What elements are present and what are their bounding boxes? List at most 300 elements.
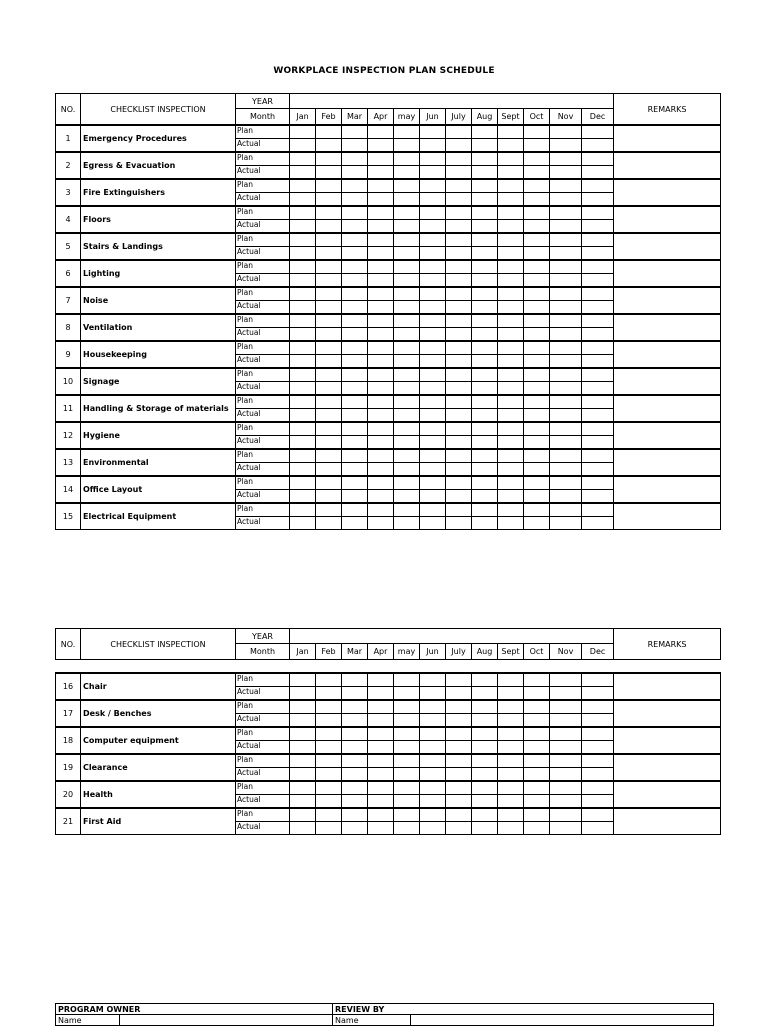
plan-cell[interactable] — [368, 179, 394, 193]
actual-cell[interactable] — [342, 166, 368, 180]
actual-cell[interactable] — [472, 795, 498, 809]
remarks-cell[interactable] — [614, 781, 721, 808]
plan-cell[interactable] — [420, 125, 446, 139]
plan-cell[interactable] — [498, 152, 524, 166]
plan-cell[interactable] — [498, 422, 524, 436]
actual-cell[interactable] — [342, 687, 368, 701]
plan-cell[interactable] — [550, 368, 582, 382]
plan-cell[interactable] — [472, 233, 498, 247]
actual-cell[interactable] — [472, 220, 498, 234]
plan-cell[interactable] — [290, 781, 316, 795]
remarks-cell[interactable] — [614, 727, 721, 754]
actual-cell[interactable] — [290, 463, 316, 477]
plan-cell[interactable] — [582, 287, 614, 301]
actual-cell[interactable] — [550, 247, 582, 261]
plan-cell[interactable] — [394, 125, 420, 139]
plan-cell[interactable] — [524, 395, 550, 409]
plan-cell[interactable] — [472, 449, 498, 463]
actual-cell[interactable] — [472, 301, 498, 315]
plan-cell[interactable] — [472, 673, 498, 687]
plan-cell[interactable] — [550, 206, 582, 220]
actual-cell[interactable] — [394, 436, 420, 450]
actual-cell[interactable] — [472, 355, 498, 369]
actual-cell[interactable] — [498, 193, 524, 207]
plan-cell[interactable] — [498, 395, 524, 409]
actual-cell[interactable] — [342, 490, 368, 504]
plan-cell[interactable] — [582, 125, 614, 139]
remarks-cell[interactable] — [614, 314, 721, 341]
actual-cell[interactable] — [394, 274, 420, 288]
actual-cell[interactable] — [420, 409, 446, 423]
plan-cell[interactable] — [290, 673, 316, 687]
actual-cell[interactable] — [582, 328, 614, 342]
remarks-cell[interactable] — [614, 503, 721, 530]
plan-cell[interactable] — [368, 781, 394, 795]
plan-cell[interactable] — [316, 808, 342, 822]
plan-cell[interactable] — [368, 395, 394, 409]
actual-cell[interactable] — [368, 355, 394, 369]
actual-cell[interactable] — [550, 795, 582, 809]
actual-cell[interactable] — [394, 166, 420, 180]
plan-cell[interactable] — [394, 700, 420, 714]
plan-cell[interactable] — [368, 152, 394, 166]
plan-cell[interactable] — [550, 233, 582, 247]
plan-cell[interactable] — [420, 233, 446, 247]
plan-cell[interactable] — [472, 808, 498, 822]
actual-cell[interactable] — [342, 301, 368, 315]
plan-cell[interactable] — [394, 260, 420, 274]
plan-cell[interactable] — [316, 503, 342, 517]
actual-cell[interactable] — [550, 741, 582, 755]
remarks-cell[interactable] — [614, 449, 721, 476]
plan-cell[interactable] — [420, 808, 446, 822]
actual-cell[interactable] — [446, 463, 472, 477]
actual-cell[interactable] — [316, 193, 342, 207]
actual-cell[interactable] — [582, 822, 614, 835]
actual-cell[interactable] — [368, 714, 394, 728]
actual-cell[interactable] — [472, 436, 498, 450]
plan-cell[interactable] — [394, 206, 420, 220]
actual-cell[interactable] — [316, 687, 342, 701]
actual-cell[interactable] — [550, 301, 582, 315]
actual-cell[interactable] — [290, 409, 316, 423]
actual-cell[interactable] — [290, 768, 316, 782]
plan-cell[interactable] — [472, 754, 498, 768]
plan-cell[interactable] — [446, 314, 472, 328]
actual-cell[interactable] — [394, 220, 420, 234]
plan-cell[interactable] — [446, 260, 472, 274]
actual-cell[interactable] — [524, 687, 550, 701]
actual-cell[interactable] — [420, 687, 446, 701]
plan-cell[interactable] — [446, 206, 472, 220]
plan-cell[interactable] — [342, 700, 368, 714]
actual-cell[interactable] — [342, 517, 368, 530]
plan-cell[interactable] — [394, 808, 420, 822]
actual-cell[interactable] — [550, 517, 582, 530]
plan-cell[interactable] — [394, 233, 420, 247]
actual-cell[interactable] — [368, 795, 394, 809]
plan-cell[interactable] — [550, 781, 582, 795]
plan-cell[interactable] — [472, 152, 498, 166]
actual-cell[interactable] — [582, 274, 614, 288]
actual-cell[interactable] — [420, 247, 446, 261]
plan-cell[interactable] — [524, 287, 550, 301]
plan-cell[interactable] — [472, 125, 498, 139]
plan-cell[interactable] — [394, 368, 420, 382]
plan-cell[interactable] — [420, 314, 446, 328]
remarks-cell[interactable] — [614, 233, 721, 260]
plan-cell[interactable] — [368, 314, 394, 328]
actual-cell[interactable] — [368, 822, 394, 835]
plan-cell[interactable] — [446, 700, 472, 714]
actual-cell[interactable] — [368, 436, 394, 450]
plan-cell[interactable] — [472, 395, 498, 409]
actual-cell[interactable] — [316, 274, 342, 288]
plan-cell[interactable] — [498, 781, 524, 795]
actual-cell[interactable] — [582, 517, 614, 530]
plan-cell[interactable] — [498, 341, 524, 355]
actual-cell[interactable] — [498, 822, 524, 835]
actual-cell[interactable] — [472, 741, 498, 755]
plan-cell[interactable] — [498, 233, 524, 247]
actual-cell[interactable] — [498, 490, 524, 504]
actual-cell[interactable] — [550, 328, 582, 342]
plan-cell[interactable] — [498, 808, 524, 822]
plan-cell[interactable] — [550, 808, 582, 822]
plan-cell[interactable] — [446, 125, 472, 139]
plan-cell[interactable] — [290, 395, 316, 409]
actual-cell[interactable] — [472, 247, 498, 261]
actual-cell[interactable] — [582, 795, 614, 809]
plan-cell[interactable] — [446, 341, 472, 355]
plan-cell[interactable] — [290, 476, 316, 490]
plan-cell[interactable] — [472, 368, 498, 382]
actual-cell[interactable] — [472, 139, 498, 153]
actual-cell[interactable] — [446, 139, 472, 153]
plan-cell[interactable] — [342, 233, 368, 247]
plan-cell[interactable] — [524, 206, 550, 220]
plan-cell[interactable] — [550, 341, 582, 355]
plan-cell[interactable] — [290, 341, 316, 355]
plan-cell[interactable] — [582, 700, 614, 714]
actual-cell[interactable] — [498, 328, 524, 342]
actual-cell[interactable] — [446, 355, 472, 369]
plan-cell[interactable] — [394, 727, 420, 741]
plan-cell[interactable] — [420, 727, 446, 741]
actual-cell[interactable] — [498, 768, 524, 782]
plan-cell[interactable] — [524, 422, 550, 436]
actual-cell[interactable] — [316, 795, 342, 809]
actual-cell[interactable] — [472, 714, 498, 728]
year-field[interactable] — [290, 629, 614, 644]
remarks-cell[interactable] — [614, 422, 721, 449]
actual-cell[interactable] — [342, 768, 368, 782]
actual-cell[interactable] — [368, 463, 394, 477]
actual-cell[interactable] — [342, 436, 368, 450]
actual-cell[interactable] — [446, 436, 472, 450]
plan-cell[interactable] — [446, 754, 472, 768]
actual-cell[interactable] — [290, 741, 316, 755]
actual-cell[interactable] — [342, 795, 368, 809]
actual-cell[interactable] — [550, 139, 582, 153]
actual-cell[interactable] — [290, 220, 316, 234]
plan-cell[interactable] — [420, 754, 446, 768]
actual-cell[interactable] — [498, 795, 524, 809]
actual-cell[interactable] — [446, 822, 472, 835]
plan-cell[interactable] — [524, 341, 550, 355]
actual-cell[interactable] — [446, 490, 472, 504]
plan-cell[interactable] — [342, 727, 368, 741]
actual-cell[interactable] — [290, 382, 316, 396]
actual-cell[interactable] — [582, 139, 614, 153]
actual-cell[interactable] — [524, 822, 550, 835]
actual-cell[interactable] — [582, 463, 614, 477]
actual-cell[interactable] — [550, 220, 582, 234]
plan-cell[interactable] — [498, 449, 524, 463]
actual-cell[interactable] — [472, 768, 498, 782]
plan-cell[interactable] — [446, 781, 472, 795]
actual-cell[interactable] — [524, 714, 550, 728]
actual-cell[interactable] — [550, 166, 582, 180]
actual-cell[interactable] — [446, 247, 472, 261]
plan-cell[interactable] — [524, 368, 550, 382]
plan-cell[interactable] — [420, 179, 446, 193]
plan-cell[interactable] — [290, 152, 316, 166]
actual-cell[interactable] — [316, 714, 342, 728]
plan-cell[interactable] — [342, 125, 368, 139]
actual-cell[interactable] — [582, 490, 614, 504]
actual-cell[interactable] — [342, 741, 368, 755]
actual-cell[interactable] — [420, 301, 446, 315]
actual-cell[interactable] — [316, 247, 342, 261]
plan-cell[interactable] — [498, 503, 524, 517]
plan-cell[interactable] — [342, 808, 368, 822]
plan-cell[interactable] — [394, 754, 420, 768]
actual-cell[interactable] — [342, 382, 368, 396]
actual-cell[interactable] — [524, 301, 550, 315]
actual-cell[interactable] — [446, 220, 472, 234]
remarks-cell[interactable] — [614, 673, 721, 700]
plan-cell[interactable] — [472, 179, 498, 193]
plan-cell[interactable] — [394, 287, 420, 301]
plan-cell[interactable] — [368, 476, 394, 490]
actual-cell[interactable] — [524, 382, 550, 396]
actual-cell[interactable] — [550, 355, 582, 369]
plan-cell[interactable] — [368, 700, 394, 714]
plan-cell[interactable] — [368, 206, 394, 220]
actual-cell[interactable] — [524, 139, 550, 153]
actual-cell[interactable] — [368, 490, 394, 504]
actual-cell[interactable] — [524, 355, 550, 369]
actual-cell[interactable] — [498, 714, 524, 728]
plan-cell[interactable] — [290, 422, 316, 436]
plan-cell[interactable] — [342, 395, 368, 409]
plan-cell[interactable] — [420, 503, 446, 517]
plan-cell[interactable] — [394, 341, 420, 355]
actual-cell[interactable] — [420, 220, 446, 234]
plan-cell[interactable] — [342, 503, 368, 517]
plan-cell[interactable] — [582, 179, 614, 193]
actual-cell[interactable] — [420, 714, 446, 728]
actual-cell[interactable] — [472, 328, 498, 342]
actual-cell[interactable] — [394, 301, 420, 315]
plan-cell[interactable] — [368, 260, 394, 274]
remarks-cell[interactable] — [614, 368, 721, 395]
plan-cell[interactable] — [550, 673, 582, 687]
actual-cell[interactable] — [446, 741, 472, 755]
actual-cell[interactable] — [550, 463, 582, 477]
actual-cell[interactable] — [420, 822, 446, 835]
plan-cell[interactable] — [394, 449, 420, 463]
actual-cell[interactable] — [316, 220, 342, 234]
actual-cell[interactable] — [472, 490, 498, 504]
plan-cell[interactable] — [368, 368, 394, 382]
plan-cell[interactable] — [582, 476, 614, 490]
actual-cell[interactable] — [446, 687, 472, 701]
plan-cell[interactable] — [368, 503, 394, 517]
actual-cell[interactable] — [316, 382, 342, 396]
actual-cell[interactable] — [446, 409, 472, 423]
actual-cell[interactable] — [498, 301, 524, 315]
plan-cell[interactable] — [524, 781, 550, 795]
actual-cell[interactable] — [446, 328, 472, 342]
actual-cell[interactable] — [582, 741, 614, 755]
plan-cell[interactable] — [420, 341, 446, 355]
plan-cell[interactable] — [582, 341, 614, 355]
plan-cell[interactable] — [290, 368, 316, 382]
actual-cell[interactable] — [368, 382, 394, 396]
actual-cell[interactable] — [290, 517, 316, 530]
actual-cell[interactable] — [394, 768, 420, 782]
plan-cell[interactable] — [316, 395, 342, 409]
plan-cell[interactable] — [498, 206, 524, 220]
actual-cell[interactable] — [368, 409, 394, 423]
plan-cell[interactable] — [550, 727, 582, 741]
plan-cell[interactable] — [290, 125, 316, 139]
actual-cell[interactable] — [316, 409, 342, 423]
actual-cell[interactable] — [316, 301, 342, 315]
plan-cell[interactable] — [316, 449, 342, 463]
actual-cell[interactable] — [524, 741, 550, 755]
actual-cell[interactable] — [420, 490, 446, 504]
actual-cell[interactable] — [368, 328, 394, 342]
plan-cell[interactable] — [582, 395, 614, 409]
actual-cell[interactable] — [524, 517, 550, 530]
actual-cell[interactable] — [342, 822, 368, 835]
plan-cell[interactable] — [420, 422, 446, 436]
plan-cell[interactable] — [498, 125, 524, 139]
actual-cell[interactable] — [582, 301, 614, 315]
actual-cell[interactable] — [316, 822, 342, 835]
plan-cell[interactable] — [498, 314, 524, 328]
plan-cell[interactable] — [472, 314, 498, 328]
actual-cell[interactable] — [582, 768, 614, 782]
remarks-cell[interactable] — [614, 341, 721, 368]
plan-cell[interactable] — [498, 727, 524, 741]
actual-cell[interactable] — [550, 822, 582, 835]
actual-cell[interactable] — [368, 166, 394, 180]
plan-cell[interactable] — [316, 287, 342, 301]
plan-cell[interactable] — [420, 673, 446, 687]
actual-cell[interactable] — [550, 490, 582, 504]
actual-cell[interactable] — [368, 741, 394, 755]
plan-cell[interactable] — [524, 808, 550, 822]
plan-cell[interactable] — [498, 260, 524, 274]
actual-cell[interactable] — [446, 714, 472, 728]
actual-cell[interactable] — [550, 409, 582, 423]
plan-cell[interactable] — [524, 727, 550, 741]
remarks-cell[interactable] — [614, 476, 721, 503]
plan-cell[interactable] — [316, 179, 342, 193]
actual-cell[interactable] — [394, 687, 420, 701]
actual-cell[interactable] — [342, 247, 368, 261]
plan-cell[interactable] — [524, 314, 550, 328]
plan-cell[interactable] — [316, 754, 342, 768]
remarks-cell[interactable] — [614, 152, 721, 179]
plan-cell[interactable] — [368, 808, 394, 822]
actual-cell[interactable] — [290, 490, 316, 504]
actual-cell[interactable] — [394, 382, 420, 396]
plan-cell[interactable] — [290, 503, 316, 517]
plan-cell[interactable] — [498, 754, 524, 768]
actual-cell[interactable] — [498, 436, 524, 450]
plan-cell[interactable] — [342, 476, 368, 490]
actual-cell[interactable] — [368, 247, 394, 261]
plan-cell[interactable] — [498, 700, 524, 714]
plan-cell[interactable] — [472, 422, 498, 436]
actual-cell[interactable] — [316, 166, 342, 180]
actual-cell[interactable] — [420, 436, 446, 450]
plan-cell[interactable] — [342, 422, 368, 436]
actual-cell[interactable] — [524, 409, 550, 423]
actual-cell[interactable] — [290, 328, 316, 342]
actual-cell[interactable] — [550, 382, 582, 396]
plan-cell[interactable] — [550, 395, 582, 409]
actual-cell[interactable] — [290, 687, 316, 701]
actual-cell[interactable] — [446, 301, 472, 315]
actual-cell[interactable] — [524, 247, 550, 261]
remarks-cell[interactable] — [614, 754, 721, 781]
actual-cell[interactable] — [498, 220, 524, 234]
actual-cell[interactable] — [342, 409, 368, 423]
actual-cell[interactable] — [342, 714, 368, 728]
plan-cell[interactable] — [446, 287, 472, 301]
plan-cell[interactable] — [582, 449, 614, 463]
actual-cell[interactable] — [498, 463, 524, 477]
actual-cell[interactable] — [524, 795, 550, 809]
plan-cell[interactable] — [342, 152, 368, 166]
actual-cell[interactable] — [498, 517, 524, 530]
plan-cell[interactable] — [582, 260, 614, 274]
actual-cell[interactable] — [446, 166, 472, 180]
plan-cell[interactable] — [550, 314, 582, 328]
plan-cell[interactable] — [316, 152, 342, 166]
plan-cell[interactable] — [582, 673, 614, 687]
plan-cell[interactable] — [368, 341, 394, 355]
plan-cell[interactable] — [524, 125, 550, 139]
plan-cell[interactable] — [550, 125, 582, 139]
plan-cell[interactable] — [290, 449, 316, 463]
plan-cell[interactable] — [524, 179, 550, 193]
plan-cell[interactable] — [316, 341, 342, 355]
plan-cell[interactable] — [394, 314, 420, 328]
plan-cell[interactable] — [446, 368, 472, 382]
actual-cell[interactable] — [394, 517, 420, 530]
plan-cell[interactable] — [446, 727, 472, 741]
plan-cell[interactable] — [420, 152, 446, 166]
remarks-cell[interactable] — [614, 260, 721, 287]
remarks-cell[interactable] — [614, 287, 721, 314]
